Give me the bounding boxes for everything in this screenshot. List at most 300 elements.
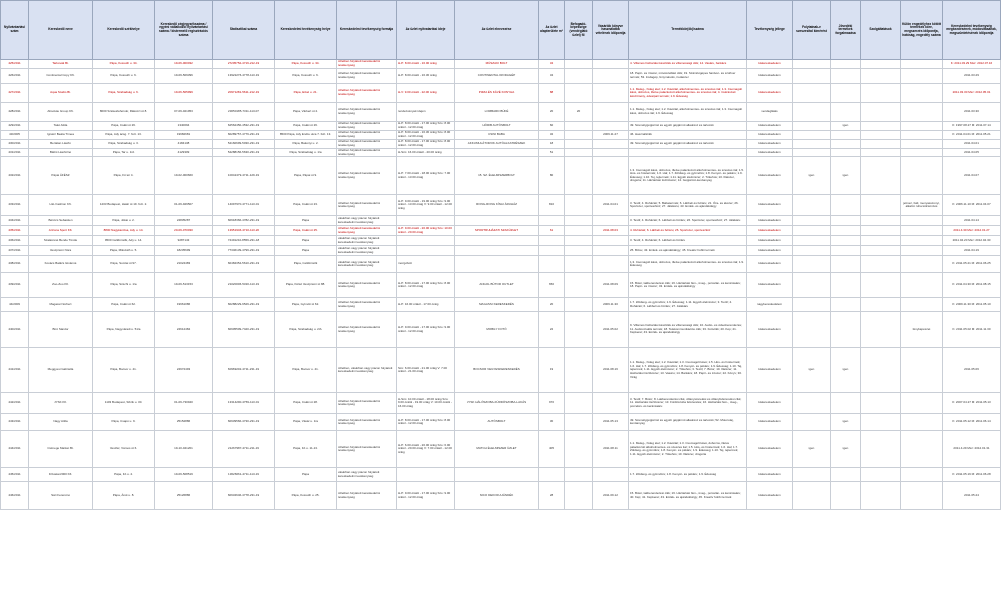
table-cell: 61 [539,226,565,236]
table-row [1,157,1001,195]
table-cell [793,69,831,84]
table-cell: Pápa, Kossuth u. 34. [93,60,155,69]
table-cell [565,216,593,226]
table-cell: 60934646-4778-231-19 [213,482,275,510]
table-cell [793,236,831,246]
table-cell: Szo: 6.00 órától - 21.00 óráig V: 7.00 órától - 21.00 óráig [397,348,455,393]
table-cell: Csimege Market Bt. [29,431,93,468]
table-cell: 01-09-730940 [155,393,213,414]
table-cell [565,414,593,431]
table-cell [793,140,831,149]
table-cell: K: 2011.04.30 M: 2011.08.15 [943,273,1001,298]
table-cell [901,69,943,84]
table-cell: 34 [539,69,565,84]
table-cell: 30 [539,414,565,431]
table-cell: 19-06-505999 [155,84,213,103]
table-cell: 1.1. Meleg-, hideg étel; 1.2. Kávéital; 1.3. Csomagolt kávé, dobozos, illetve palackozott alkoholmentes- és szeszes ital; 1.5. Hús- és hústermék; 1.6. Hal; 1.7. Zöldség- és gyümölcs; 1.8. Kenyér- és pékáru; 1.9. Édesség; 1.10. Tej, tejtermék; 1.11. Egyéb élelmiszer; 2. Tőkehús; 10. Illatszer, drogéria [629,431,747,468]
table-cell [861,60,901,69]
table-cell: 4184138 [155,140,213,149]
table-cell: üzletben folytatott kereskedelmi tevékenység [337,122,397,131]
table-cell: 436/2011 [1,236,29,246]
table-cell [793,60,831,69]
table-cell: AKKUMULÁTOROK AUTÓALKATRÉSZEK [455,140,539,149]
table-cell: 430/2011 [1,140,29,149]
table-cell [793,122,831,131]
table-cell: 21267987-4711-211-19 [213,431,275,468]
table-cell: 15. Bútor, lakberendezési cikk; 16. Háztartási fém-, üveg-, porcelán- és kerámiaáru; 18. Papír- és írószer; 43. Emlék- és ajándéktárgy [629,273,747,298]
column-header: Kereskedő székhelye [93,1,155,60]
table-cell: kiskereskedelem [747,414,793,431]
table-cell [901,414,943,431]
table-cell [565,157,593,195]
table-cell: kiskereskedelem [747,393,793,414]
table-cell: 2011.04.19 [943,246,1001,256]
table-cell: 4129309 [155,149,213,157]
table-cell: Aqua Studio Bt. [29,84,93,103]
table-cell: 2011.05.13 [593,414,629,431]
table-cell: Pápa, Tar u. 1/A [93,149,155,157]
table-cell: MATCH ÉLELMISZER ÜZLET [455,431,539,468]
table-cell: 60939566-4730-231-19 [213,414,275,431]
table-cell [539,216,565,226]
table-cell: igen [793,157,831,195]
table-cell: 20-09-070030 [155,226,213,236]
table-cell: 444/2011 [1,431,29,468]
table-cell: kiskereskedelem [747,273,793,298]
table-cell: Pápa, Csáki út 25. [275,226,337,236]
table-cell: 435/2011 [1,226,29,236]
table-row [1,246,1001,256]
table-cell [793,195,831,216]
table-cell: üzletben folytatott kereskedelmi tevékenység [337,414,397,431]
table-cell: Pápa, Celldömölk [275,256,337,273]
table-cell: H-P: 8.00 órától - 16.00 óráig [397,60,455,69]
table-cell [901,84,943,103]
table-cell: 425/2011 [1,60,29,69]
table-cell [901,122,943,131]
table-cell [831,226,861,236]
column-header: Kereskedő neve [29,1,93,60]
table-cell: 60289757-4779-231-19 [213,131,275,140]
table-cell [565,312,593,348]
table-cell: 445/2011 [1,468,29,482]
table-cell: jelmez, báli, menyasszonyi, alkalmi ruha kölcsönzés [901,195,943,216]
table-cell: Pápa, Vásár u. 1/a [275,414,337,431]
table-cell: 10042479-4711-129-19 [213,157,275,195]
table-cell: Pápa, Szabadság u. 1/a [275,149,337,157]
table-cell: Pápa [275,468,337,482]
table-cell: Pápa, Jókai u. 2. [93,216,155,226]
table-cell: K: 2007.04.27 M: 2011.05.13 [943,393,1001,414]
table-cell [593,468,629,482]
table-cell [397,236,455,246]
table-cell: kiskereskedelem [747,131,793,140]
table-cell: PIZZA ÉS KÁVÉ KONYHA [455,84,539,103]
table-cell: Zoo-Zoo Kft. [29,273,93,298]
table-cell: 25. Bizsu; 43. Emlék- és ajándéktárgy; 45. Kreatív hobbi termék [629,246,747,256]
table-cell [831,298,861,312]
table-cell: vendéglátás [747,103,793,122]
table-cell: 19-09-509396 [155,69,213,84]
table-row [1,131,1001,140]
table-cell: Pápa, Várkert út 2. [275,103,337,122]
table-cell: 443/2011 [1,414,29,431]
table-cell: JYSK Kft. [29,393,93,414]
table-cell [861,298,901,312]
table-row [1,236,1001,246]
table-cell [861,84,901,103]
table-cell: 2011.04.20 Msz: 2012.04.30 [943,236,1001,246]
table-cell: 13951946-4710-113-20 [213,226,275,236]
table-cell [565,69,593,84]
column-header: Külön engedélyhez kötött termékek köre, megszerzés időpontja, hatóság, engedély száma [901,1,943,60]
table-cell: 2011.04.07 [943,157,1001,195]
table-cell [831,393,861,414]
table-cell: K: 2011.05.12 M: 2011.06.14 [943,414,1001,431]
table-cell [539,246,565,256]
table-cell: K: 1997.08.27 M: 2011.07.14 [943,122,1001,131]
table-cell: 60288229-9529-231-19 [213,298,275,312]
table-cell: kiskereskedelem [747,256,793,273]
header-row [1,1,1001,60]
table-cell: HÓRIB AUTÓSBOLT [455,122,539,131]
table-cell: 15. SZ. ÉLELMISZERBOLT [455,157,539,195]
table-cell: 810 [539,195,565,216]
table-cell: Takó Attila [29,122,93,131]
table-cell: kiskereskedelem [747,122,793,131]
table-cell: 54160699-5030-231-19 [213,140,275,149]
table-cell [593,393,629,414]
table-cell: Continental Copy Kft. [29,69,93,84]
table-cell: 439/2011 [1,273,29,298]
table-row [1,60,1001,69]
table-cell: 2011.03.30 Msz: 2012.05.01 [943,84,1001,103]
table-row [1,216,1001,226]
table-cell: 8800 Nagykanizsa, Ady u. 14. [93,226,155,236]
table-cell: 405 [539,431,565,468]
table-cell: 44/2009 [1,298,29,312]
table-cell: üzletben folytatott kereskedelmi tevékenység [337,140,397,149]
table-cell: 13922276-4778-113-19 [213,69,275,84]
table-cell [565,256,593,273]
table-cell: rendezvények idején [397,103,455,122]
table-cell [397,216,455,226]
table-cell: 21024483 [155,256,213,273]
table-cell: K: 2009.11.30 M: 2011.05.10 [943,298,1001,312]
table-cell: 2011.08.09 [593,273,629,298]
table-cell [455,256,539,273]
table-cell [861,468,901,482]
table-cell [593,60,629,69]
table-cell: NICO DEKOR AJÁNDÉK [455,482,539,510]
table-cell: igen [831,122,861,131]
table-cell: 428/2011 [1,103,29,122]
table-cell: Pápa, Bocsor u. 41. [93,348,155,393]
table-body [1,60,1001,510]
table-cell: H-V: 9.00 órától - 22.00 óráig [397,84,455,103]
table-cell: 74491210-8559-231-18 [213,236,275,246]
table-cell [831,216,861,226]
table-cell: 4. Ruházati; 6. Lábbeli és bőráru; 26. Sportszer, sporteszköz [629,226,747,236]
table-cell: 21020006-5320-113-19 [213,273,275,298]
table-cell: Pápa, Gyimóti út 62. [275,298,337,312]
table-cell: Pápa, Bakonyi u. 2. [275,140,337,149]
table-cell: MŰSZAKI BOLT [455,60,539,69]
table-cell [901,298,943,312]
table-cell: 437/2011 [1,246,29,256]
table-cell: 60905509-7420-231-19 [213,312,275,348]
table-cell: 19-09-508519 [155,468,213,482]
table-cell [539,256,565,273]
table-row [1,298,1001,312]
table-cell: 18. Papír- és írószer, művészellátó cikk; 19. Számítógépes hardver- és szoftver termék; 53. Irodagép, fénymásoló, irodaszer [629,69,747,84]
table-cell: 77346139-4799-231-19 [213,246,275,256]
table-cell [565,273,593,298]
table-cell [793,298,831,312]
table-cell: kiskereskedelem [747,226,793,236]
table-cell: 3. Textil; 4. Ruházati; 5. Babatermék; 6. Lábbeli és bőráru; 21. Óra- és ékszer; 26. Sportszer, sporteszköz; 27. Játékáru; 43. Emlék- és ajándéktárgy [629,195,747,216]
table-cell: 2011.05.24 [943,482,1001,510]
table-cell [831,236,861,246]
table-row [1,414,1001,431]
table-row [1,482,1001,510]
table-cell [861,431,901,468]
table-cell [593,69,629,84]
table-cell [831,195,861,216]
table-cell: 23050185-7311-113-07 [213,103,275,122]
table-cell: 650 [539,273,565,298]
table-cell [455,216,539,226]
table-cell [793,149,831,157]
table-cell [593,103,629,122]
table-cell: üzletben folytatott kereskedelmi tevékenység [337,131,397,140]
table-cell [861,122,901,131]
table-cell: Pápa, Erkel u. 21. [275,84,337,103]
table-cell: Pápa, Széchi u. 1/a [93,273,155,298]
table-cell: 88 [539,84,565,103]
table-cell [901,103,943,122]
column-header: Folytatnak-e szeszesital kimérést [793,1,831,60]
table-cell [831,273,861,298]
table-row [1,149,1001,157]
table-row [1,226,1001,236]
table-cell: 60 [539,122,565,131]
table-cell: H-P: 8.00 órától - 16.30 óráig [397,69,455,84]
table-cell [565,246,593,256]
table-cell [565,149,593,157]
table-cell: Meggyesi Gabriella [29,348,93,393]
table-cell: üzletben folytatott kereskedelmi tevékenység [337,157,397,195]
table-cell: Pápa, Szabadság u. 2/A [275,312,337,348]
table-cell [901,246,943,256]
table-cell [831,312,861,348]
table-cell: igen [831,414,861,431]
table-cell [593,84,629,103]
table-cell: 4. Villamos háztartási készülék és villamossági cikk; 14. Vasáru, barkács [629,60,747,69]
table-cell: Pápa, Ady ácsg. 7. fszt. 13. [93,131,155,140]
table-cell [593,256,629,273]
table-cell: 49. Személygépjármű és egyéb gépjármű alkatrész és tartozék [629,122,747,131]
table-cell [629,149,747,157]
table-cell: 1.3. Csomagolt kávé, dobozos, illetve palackozott alkoholmentes- és szeszes ital; 1.9. Édesség [629,256,747,273]
table-cell [831,149,861,157]
table-cell [901,157,943,195]
table-cell [455,236,539,246]
table-cell: Pápa, Mikszáth u. 5. [93,246,155,256]
table-cell: 3. Textil; 7. Bútor; 8. Lakberendezési cikk, villanyszerelési és villanyfelszerelési cikk; 11. Háztartási tisztítószer; 13. Fürdőszoba felszerelés; 16. Háztartási fém-, üveg-, porcelán- és kerámiaáru [629,393,747,414]
table-row [1,393,1001,414]
table-cell: Pápa, Kossuth u. 6. [93,69,155,84]
table-cell: H-P: 9.00 órától - 17.00 óráig Szo: 9.00 órától - 12.00 óráig [397,312,455,348]
table-cell: üzletben folytatott kereskedelmi tevékenység [337,195,397,216]
table-cell [861,157,901,195]
table-cell: Pápa [275,246,337,256]
table-row [1,195,1001,216]
table-cell: 1103 Budapest, Sibrik u. 30. [93,393,155,414]
table-cell: 3. Textil; 4. Ruházati; 6. Lábbeli és bőráru; 26. Sportszer, sporteszköz; 27. Játékáru [629,216,747,226]
table-cell [861,414,901,431]
table-cell [565,131,593,140]
table-cell [539,468,565,482]
table-cell: 54288156-5630-231-19 [213,149,275,157]
column-header: Az üzlet elnevezése [455,1,539,60]
table-cell: H-P: 7.00 órától - 18.00 óráig Szo: 7.00 órától - 13.00 óráig [397,157,455,195]
table-cell: üzletben folytatott kereskedelmi tevékenység [337,103,397,122]
table-cell: 2011.03.29 [943,69,1001,84]
table-cell: H-P: 8.00 órától - 16.30 óráig Szo: 8.00 órától - 12.00 óráig [397,131,455,140]
table-cell: üzletben folytatott kereskedelmi tevékenység [337,482,397,510]
table-cell: 19-02-000660 [155,157,213,195]
table-cell: K: 2011.05.02 M: 2011.11.30 [943,312,1001,348]
table-cell: 2011.4.30 Msz: 2012.01.27 [943,226,1001,236]
table-cell: igen [831,157,861,195]
table-cell: Pápa, Szabadság u. 6. [93,84,155,103]
table-cell: 2011.08.11 [593,431,629,468]
table-cell: 2011.04.01 [593,195,629,216]
table-cell: 13626661-4711-113-19 [213,468,275,482]
table-cell: Sári Ferencné [29,482,93,510]
table-cell: kiskereskedelem [747,84,793,103]
table-cell [901,60,943,69]
table-cell: H-P: 9.00 órától - 20.00 óráig Szo: 10.00 órától - 20.00 óráig [397,226,455,236]
table-cell: 46. Használtcikk [629,131,747,140]
table-cell: kiskereskedelem [747,216,793,226]
table-cell [861,393,901,414]
table-cell: 2011.08.16 [593,348,629,393]
table-cell: Arizona Sport Kft. [29,226,93,236]
table-cell: 01-09-929507 [155,195,213,216]
table-cell: 2011.04.05 [943,149,1001,157]
table-cell: kiskereskedelem [747,482,793,510]
table-cell [861,149,901,157]
table-cell: 446/2011 [1,482,29,510]
table-cell: kiskereskedelem [747,157,793,195]
table-cell: K: 2011.05.19 M: 2011.06.28 [943,468,1001,482]
table-cell: Pápa, Kossuth u. 34. [275,60,337,69]
table-cell [793,393,831,414]
table-cell [861,140,901,149]
table-cell [565,195,593,216]
column-header: Kereskedelmi tevékenység formája [337,1,397,60]
table-cell: üzletben folytatott kereskedelmi tevékenység [337,84,397,103]
table-cell [565,122,593,131]
column-header: Kereskedő cégjegyzékszáma / egyéni vállalkozói nyilvántartási száma / kistermelő regisztrációs száma [155,1,213,60]
table-cell [565,60,593,69]
table-cell: 20 [539,298,565,312]
table-cell: Pápa, Fő tér 4. [93,157,155,195]
table-cell: 427/2011 [1,84,29,103]
table-cell: Pápa, Csáki út 62. [93,298,155,312]
table-cell: igen [793,431,831,468]
table-cell [793,246,831,256]
table-cell: kiskereskedelem [747,149,793,157]
table-cell: 9. Villamos háztartási készülék és villamossági cikk; 10. Audio- és videoberendezés; 11. Audiovizuális termék; 18. Telekommunikációs cikk; 33. Fotócikk; 40. Kép; 41. Képkeret; 43. Emlék- és ajándéktárgy [629,312,747,348]
table-row [1,273,1001,298]
table-cell: Pápa, Szabadság u. 3. [93,140,155,149]
column-header: Tevékenység jellege [747,1,793,60]
table-cell: 432/2011 [1,157,29,195]
table-cell: mozgóbolt [397,256,455,273]
table-cell: 51 [539,149,565,157]
table-cell: vásárban vagy piacon folytatott kereskedelmi tevékenység [337,468,397,482]
table-cell: 1.1. Meleg-, hideg étel; 1.2. Kávéital, alkoholmentes- és szeszes ital; 1.3. Csomagolt kávé, dobozos ital; 1.9. Édesség [629,103,747,122]
table-cell: Pápa, Pápai út 9. [275,157,337,195]
column-header: Jövedéki termékek forgalmazása [831,1,861,60]
table-cell: H-P: 8.00 órától - 17.00 óráig Szo: 8.00 órától - 12.00 óráig [397,140,455,149]
table-cell [455,246,539,256]
table-cell: 8000 Székesfehérvár, Rákóczi út 8. [93,103,155,122]
table-cell: H-Szo: 16.00 órától - 20.00 óráig [397,149,455,157]
table-cell [793,103,831,122]
table-row [1,103,1001,122]
table-cell: Friluske/2000 Kft. [29,468,93,482]
table-cell: 19-09-513153 [155,273,213,298]
table-cell [397,246,455,256]
table-cell: Pápa, Csáki út 26. [275,122,337,131]
table-cell [901,273,943,298]
table-cell: 32 [539,131,565,140]
table-cell [831,60,861,69]
table-cell: üzletben, vásárban vagy piacon folytatott kereskedelmi tevékenység [337,348,397,393]
column-header: Szolgáltatások [861,1,901,60]
table-cell: Pápa, Kossuth u. 25. [275,482,337,510]
table-cell: 2011.05.02 [593,312,629,348]
table-row [1,140,1001,149]
table-cell: L&L Fashion Kft. [29,195,93,216]
table-cell: 2011.4.29 Msz: 2012.01.31 [943,431,1001,468]
table-cell [901,149,943,157]
table-cell [901,482,943,510]
table-cell [565,298,593,312]
table-cell: 49. Személygépjármű és egyéb gépjármű alkatrész és tartozék [629,140,747,149]
table-cell [831,131,861,140]
table-cell: 1.1. Meleg-, hideg étel; 1.2. Kávéital; 1.3. Csomagolt kávé; 1.5. Hús- és hústermék; 1.6. Hal; 1.7. Zöldség- és gyümölcs; 1.8. Kenyér- és pékáru; 1.9. Édesség; 1.10. Tej, tejtermék; 1.11. Egyéb élelmiszer; 2. Tőkehús; 3. Textil; 7. Bútor; 10. Illatszer; 11. Háztartási tisztítószer; 13. Vasáru; 14. Barkács; 18. Papír- és írószer; 22. Könyv; 30. Virág [629,348,747,393]
table-cell: CSINI BABA [455,131,539,140]
table-cell: 1.7. Zöldség- és gyümölcs; 1.9. Édesség; 1.11. Egyéb élelmiszer; 3. Textil; 4. Ruházati; 6. Lábbeli és bőráru; 27. Játékáru [629,298,747,312]
table-cell: igen [793,348,831,393]
table-cell: igen [831,348,861,393]
table-cell: Pápa, Fő u. 11-13. [275,431,337,468]
table-cell: 3. Textil; 4. Ruházati; 6. Lábbeli és bőráru [629,236,747,246]
table-cell: 20 [565,103,593,122]
table-cell: 15. Bútor, lakberendezési cikk; 16. Háztartási fém-, üveg-, porcelán- és kerámiaáru; 40. Kép; 41. Képkeret; 43. Emlék- és ajándéktárgy; 45. Kreatív hobbi termék [629,482,747,510]
table-cell [861,246,901,256]
table-cell: 25152886 [155,414,213,431]
table-cell: 440/2011 [1,312,29,348]
table-row [1,256,1001,273]
table-cell [793,273,831,298]
table-cell [901,131,943,140]
